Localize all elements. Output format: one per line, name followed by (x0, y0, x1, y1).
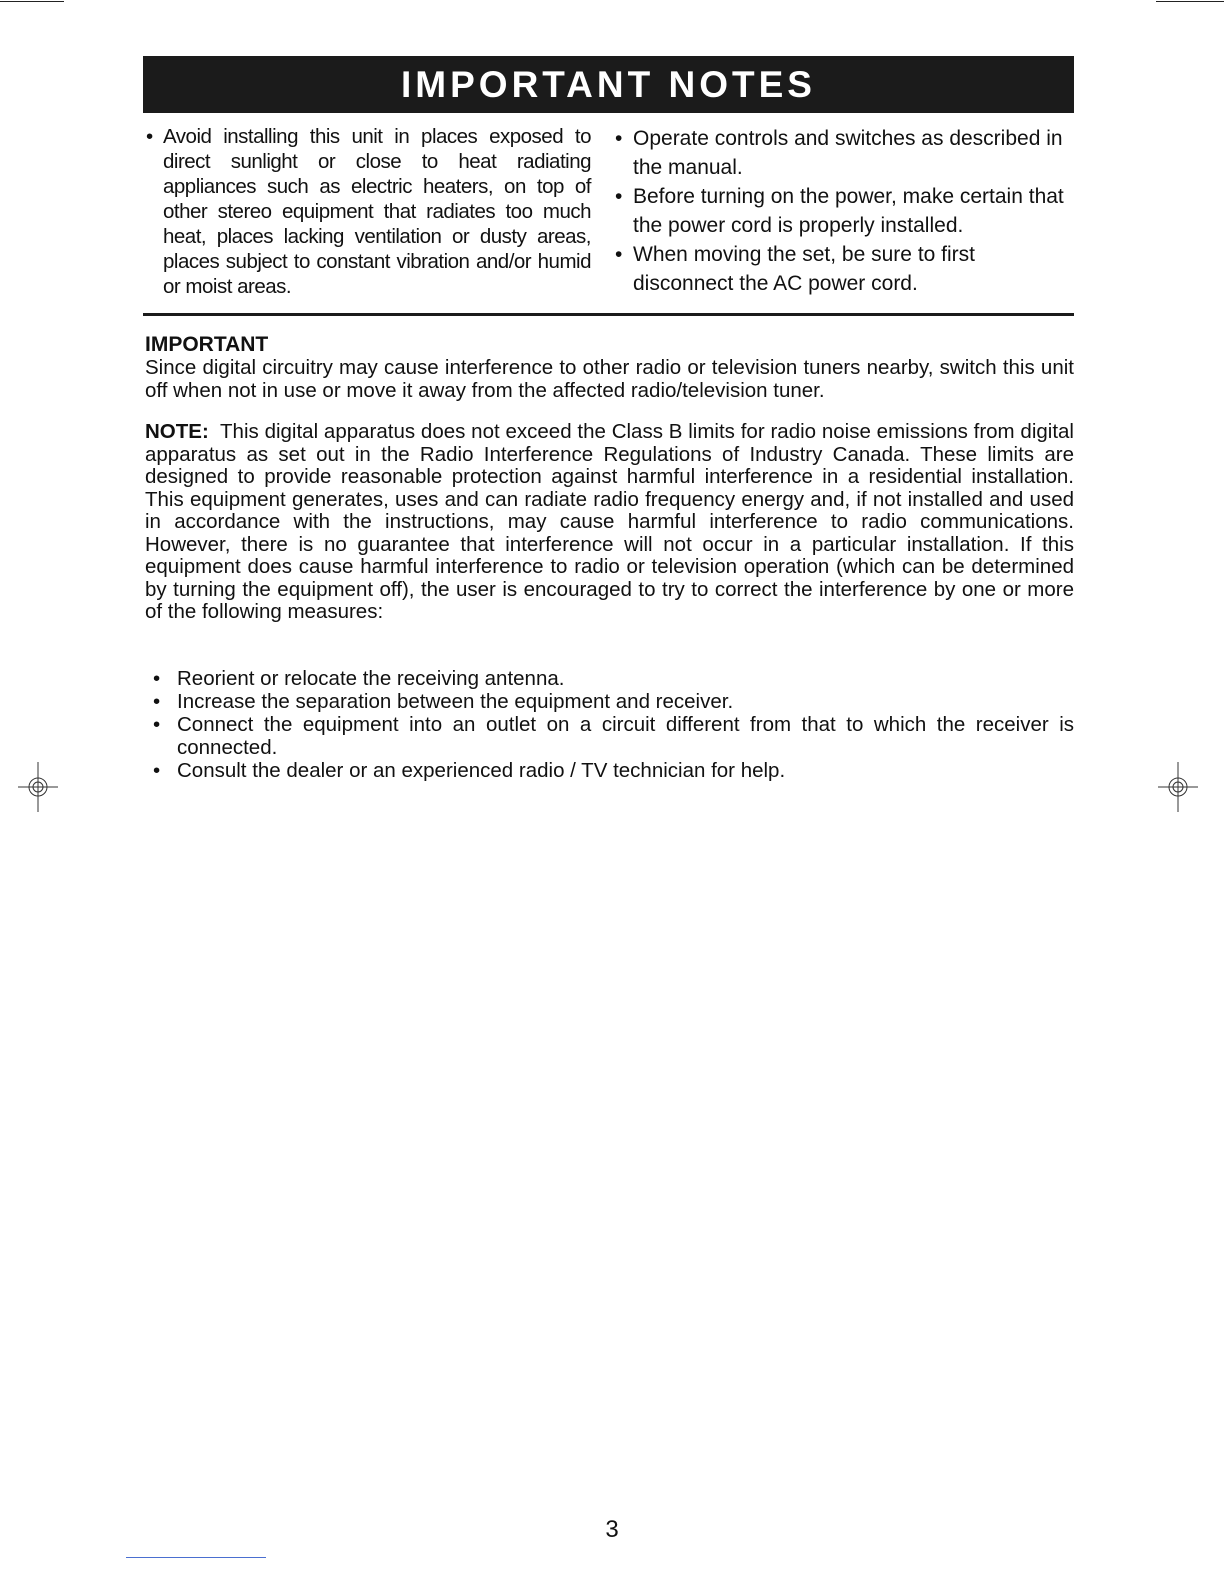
measure-item (153, 690, 1074, 713)
note-label: NOTE: (145, 420, 209, 443)
important-paragraph: Since digital circuitry may cause interference to other radio or television tuners nearby, switch this unit off when not in use or move it away from the affected radio/television tuner. (145, 356, 1074, 402)
footer-line (126, 1557, 266, 1558)
page-number: 3 (605, 1516, 619, 1543)
bullet-icon: • (615, 127, 623, 150)
left-notes-list (145, 124, 591, 299)
bullet-icon: • (153, 690, 161, 713)
note-paragraph (145, 421, 1074, 624)
measure-item (153, 667, 1074, 690)
left-note-text: Avoid installing this unit in places exposed to direct sunlight or close to heat radiating appliances such as electric heaters, on top of other stereo equipment that radiates too much heat, places lacking ventilation or dusty areas, places subject to constant vibration and/or humid or moist areas. (163, 125, 591, 298)
bullet-icon: • (153, 667, 161, 690)
measure-text: Reorient or relocate the receiving antenna. (177, 667, 565, 690)
measure-item (153, 713, 1074, 759)
measures-list (153, 667, 1074, 782)
measure-text: Increase the separation between the equipment and receiver. (177, 690, 734, 713)
important-heading: IMPORTANT (145, 333, 269, 356)
crop-mark-top-right (1156, 1, 1224, 2)
registration-mark-icon (18, 758, 58, 818)
right-note-item (614, 240, 1074, 298)
left-note-item (145, 124, 591, 299)
measure-text: Connect the equipment into an outlet on a circuit different from that to which the receiver is connected. (177, 713, 1074, 759)
bullet-icon: • (153, 713, 161, 736)
right-notes-list (614, 124, 1074, 298)
crop-mark-top-left (0, 1, 64, 2)
section-divider (143, 313, 1074, 316)
registration-mark-icon (1158, 758, 1198, 818)
right-note-item (614, 124, 1074, 182)
right-note-text: When moving the set, be sure to first disconnect the AC power cord. (633, 243, 975, 295)
bullet-icon: • (615, 185, 623, 208)
note-body: This digital apparatus does not exceed the Class B limits for radio noise emissions from digital apparatus as set out in the Radio Interference Regulations of Industry Canada. These limits are designed to provide reasonable protection against harmful interference in a residential installation. This equipment generates, uses and can radiate radio frequency energy and, if not installed and used in accordance with the instructions, may cause harmful interference to radio communications. However, there is no guarantee that interference will not occur in a particular installation. If this equipment does cause harmful interference to radio or television operation (which can be determined by turning the equipment off), the user is encouraged to try to correct the interference by one or more of the following measures: (145, 420, 1074, 623)
bullet-icon: • (615, 243, 623, 266)
measure-text: Consult the dealer or an experienced radio / TV technician for help. (177, 759, 786, 782)
page-title-banner (143, 56, 1074, 113)
bullet-icon: • (153, 759, 161, 782)
right-note-item (614, 182, 1074, 240)
page-title: IMPORTANT NOTES (401, 63, 816, 105)
right-note-text: Before turning on the power, make certain that the power cord is properly installed. (633, 185, 1064, 237)
measure-item (153, 759, 1074, 782)
bullet-icon: • (146, 125, 153, 148)
right-note-text: Operate controls and switches as described in the manual. (633, 127, 1063, 179)
